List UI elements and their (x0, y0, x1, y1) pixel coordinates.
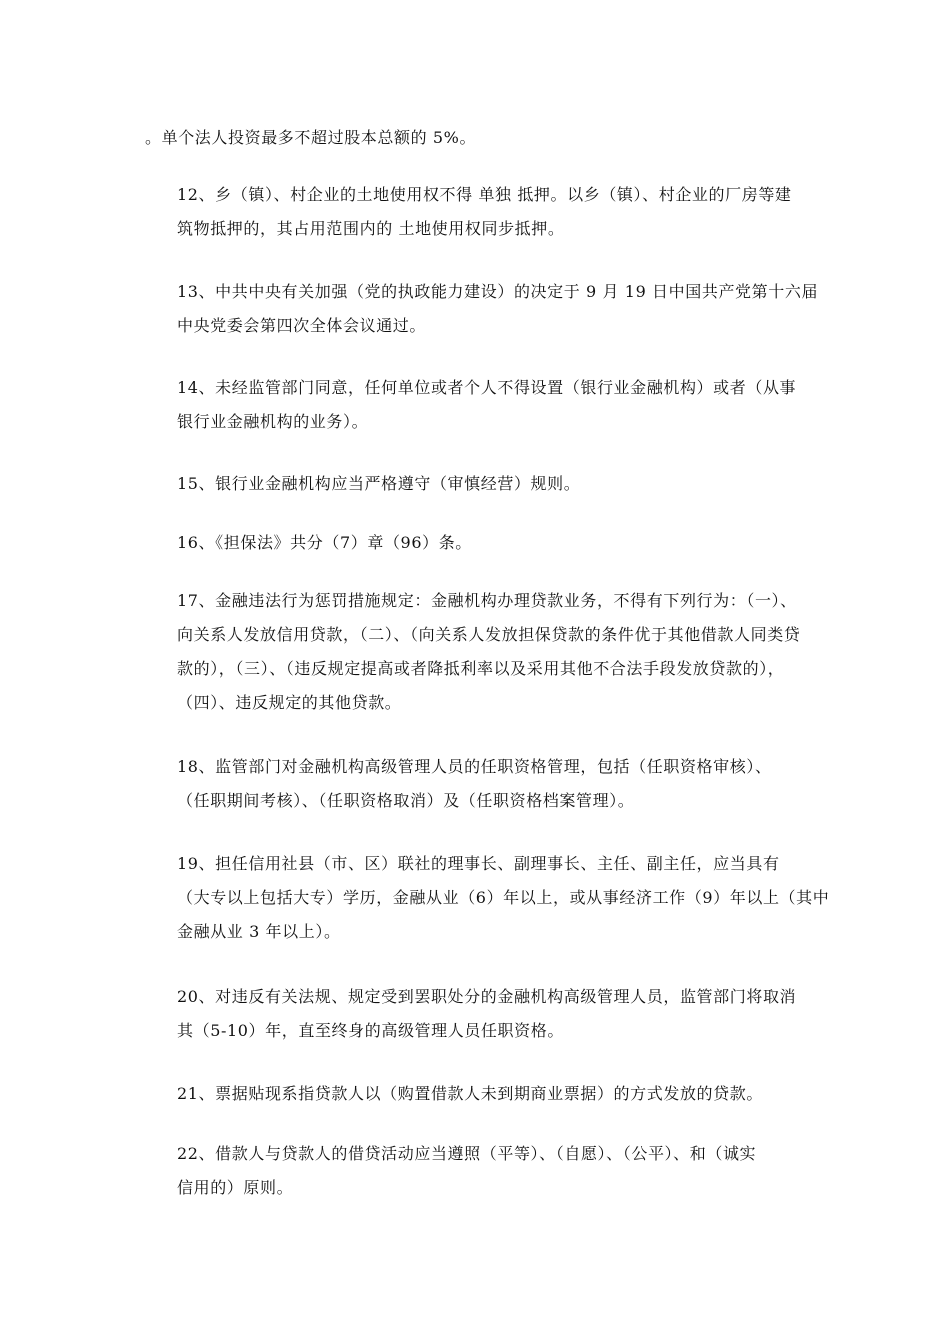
paragraph-line: 22、借款人与贷款人的借贷活动应当遵照（平等）、（自愿）、（公平）、和（诚实 (177, 1144, 757, 1163)
paragraph-line: 14、未经监管部门同意，任何单位或者个人不得设置（银行业金融机构）或者（从事 (177, 378, 797, 397)
paragraph-item-17 (145, 584, 815, 720)
paragraph-line: 。单个法人投资最多不超过股本总额的 5%。 (145, 128, 477, 147)
paragraph-line: 其（5-10）年，直至终身的高级管理人员任职资格。 (177, 1021, 564, 1040)
paragraph-line: 13、中共中央有关加强（党的执政能力建设）的决定于 9 月 19 日中国共产党第十六届 (177, 282, 819, 301)
paragraph-line: 20、对违反有关法规、规定受到罢职处分的金融机构高级管理人员，监管部门将取消 (177, 987, 797, 1006)
paragraph-line: 筑物抵押的，其占用范围内的 土地使用权同步抵押。 (177, 219, 565, 238)
paragraph-continued (145, 121, 815, 155)
paragraph-line: 16、《担保法》共分（7）章（96）条。 (177, 533, 472, 552)
paragraph-item-20 (145, 980, 815, 1048)
paragraph-item-16 (145, 526, 815, 560)
paragraph-line: 款的），（三）、（违反规定提高或者降抵利率以及采用其他不合法手段发放贷款的）， (177, 659, 785, 678)
paragraph-line: （四）、违反规定的其他贷款。 (177, 693, 402, 712)
paragraph-line: （任职期间考核）、（任职资格取消）及（任职资格档案管理）。 (177, 791, 635, 810)
paragraph-item-13 (145, 275, 819, 343)
paragraph-item-12 (145, 178, 815, 246)
paragraph-line: 信用的）原则。 (177, 1178, 294, 1197)
paragraph-line: 中央党委会第四次全体会议通过。 (177, 316, 427, 335)
paragraph-item-14 (145, 371, 815, 439)
paragraph-item-18 (145, 750, 815, 818)
paragraph-line: 金融从业 3 年以上）。 (177, 922, 341, 941)
paragraph-line: 向关系人发放信用贷款，（二）、（向关系人发放担保贷款的条件优于其他借款人同类贷 (177, 625, 801, 644)
paragraph-item-19 (145, 847, 830, 949)
paragraph-line: 12、乡（镇）、村企业的土地使用权不得 单独 抵押。以乡（镇）、村企业的厂房等建 (177, 185, 792, 204)
paragraph-line: 银行业金融机构的业务）。 (177, 412, 369, 431)
paragraph-line: 15、银行业金融机构应当严格遵守（审慎经营）规则。 (177, 474, 581, 493)
paragraph-line: 19、担任信用社县（市、区）联社的理事长、副理事长、主任、副主任，应当具有 (177, 854, 780, 873)
paragraph-item-22 (145, 1137, 815, 1205)
paragraph-line: 21、票据贴现系指贷款人以（购置借款人未到期商业票据）的方式发放的贷款。 (177, 1084, 763, 1103)
paragraph-item-21 (145, 1077, 815, 1111)
paragraph-line: 18、监管部门对金融机构高级管理人员的任职资格管理，包括（任职资格审核）、 (177, 757, 772, 776)
paragraph-item-15 (145, 467, 815, 501)
paragraph-line: （大专以上包括大专）学历，金融从业（6）年以上，或从事经济工作（9）年以上（其中 (177, 888, 830, 907)
paragraph-line: 17、金融违法行为惩罚措施规定：金融机构办理贷款业务，不得有下列行为：（一）、 (177, 591, 797, 610)
